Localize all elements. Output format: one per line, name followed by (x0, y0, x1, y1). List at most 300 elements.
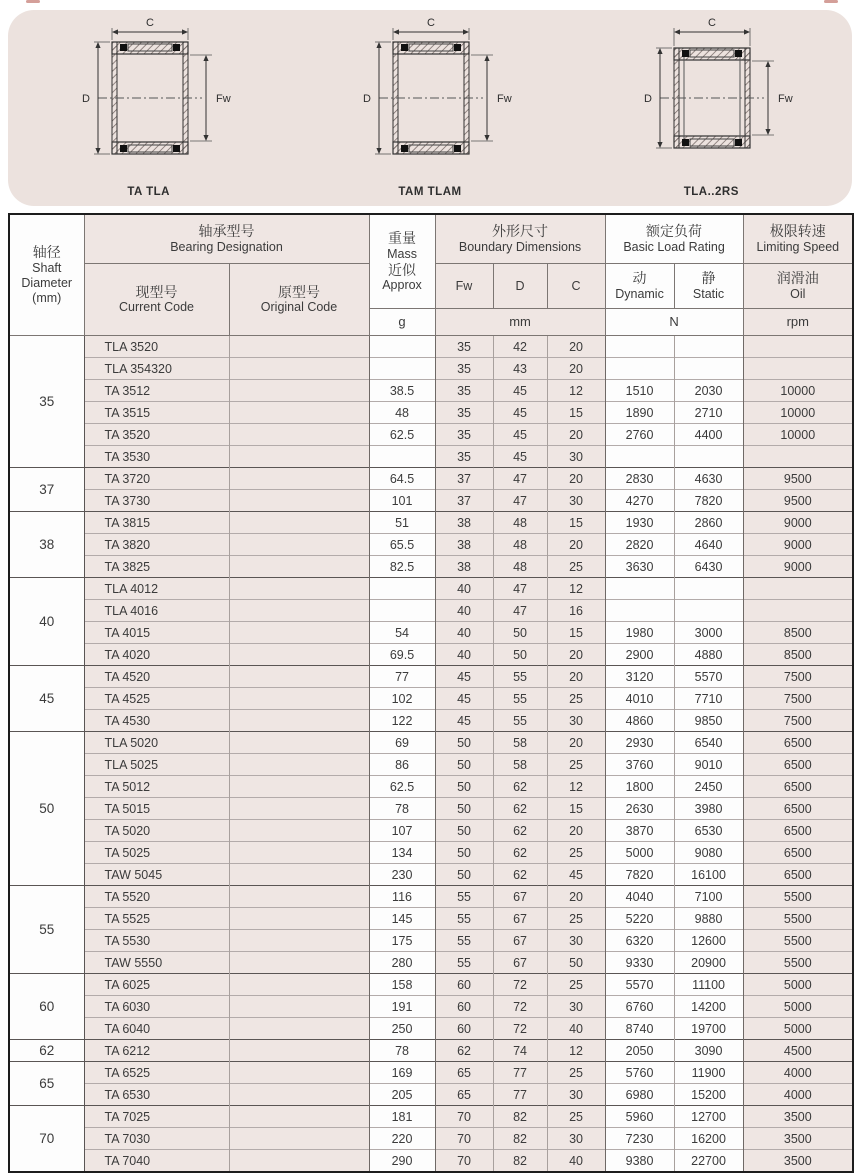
static-load-cell: 4880 (674, 644, 743, 666)
static-load-cell: 16100 (674, 864, 743, 886)
d-cell: 45 (493, 424, 547, 446)
shaft-diameter-cell: 60 (9, 974, 84, 1040)
fw-cell: 55 (435, 886, 493, 908)
dynamic-load-cell: 1800 (605, 776, 674, 798)
c-cell: 40 (547, 1018, 605, 1040)
header-basic-load-rating: 额定负荷 Basic Load Rating (605, 214, 743, 264)
static-load-cell: 2450 (674, 776, 743, 798)
dynamic-load-cell: 5220 (605, 908, 674, 930)
fw-cell: 60 (435, 1018, 493, 1040)
limiting-speed-cell: 4500 (743, 1040, 853, 1062)
c-cell: 30 (547, 930, 605, 952)
dynamic-load-cell: 2930 (605, 732, 674, 754)
fw-cell: 38 (435, 556, 493, 578)
dynamic-load-cell: 2630 (605, 798, 674, 820)
d-cell: 47 (493, 600, 547, 622)
d-cell: 58 (493, 754, 547, 776)
table-row (9, 358, 853, 380)
static-load-cell: 3090 (674, 1040, 743, 1062)
static-load-cell (674, 336, 743, 358)
static-load-cell: 7710 (674, 688, 743, 710)
limiting-speed-cell: 8500 (743, 622, 853, 644)
original-code-cell (229, 1084, 369, 1106)
static-load-cell: 12600 (674, 930, 743, 952)
mass-cell: 69 (369, 732, 435, 754)
dynamic-load-cell: 3760 (605, 754, 674, 776)
original-code-cell (229, 380, 369, 402)
fw-cell: 55 (435, 908, 493, 930)
c-cell: 45 (547, 864, 605, 886)
table-row (9, 1018, 853, 1040)
d-cell: 48 (493, 512, 547, 534)
mass-cell: 181 (369, 1106, 435, 1128)
fw-cell: 70 (435, 1128, 493, 1150)
d-cell: 47 (493, 468, 547, 490)
original-code-cell (229, 996, 369, 1018)
bearing-cross-section (335, 16, 525, 184)
current-code-cell: TA 6030 (84, 996, 229, 1018)
current-code-cell: TA 6040 (84, 1018, 229, 1040)
dynamic-load-cell: 2050 (605, 1040, 674, 1062)
table-row (9, 446, 853, 468)
current-code-cell: TA 4015 (84, 622, 229, 644)
d-cell: 48 (493, 556, 547, 578)
mass-cell (369, 578, 435, 600)
dynamic-load-cell: 5760 (605, 1062, 674, 1084)
fw-cell: 35 (435, 424, 493, 446)
bearing-spec-table (8, 213, 854, 1173)
limiting-speed-cell: 3500 (743, 1106, 853, 1128)
mass-cell: 280 (369, 952, 435, 974)
d-cell: 47 (493, 578, 547, 600)
table-row (9, 798, 853, 820)
original-code-cell (229, 402, 369, 424)
static-load-cell (674, 358, 743, 380)
current-code-cell: TA 6025 (84, 974, 229, 996)
original-code-cell (229, 776, 369, 798)
bearing-diagram-2 (335, 16, 525, 198)
dynamic-load-cell: 3870 (605, 820, 674, 842)
table-row (9, 666, 853, 688)
limiting-speed-cell: 3500 (743, 1150, 853, 1173)
static-load-cell: 19700 (674, 1018, 743, 1040)
current-code-cell: TA 5015 (84, 798, 229, 820)
original-code-cell (229, 952, 369, 974)
dynamic-load-cell (605, 578, 674, 600)
current-code-cell: TLA 5020 (84, 732, 229, 754)
original-code-cell (229, 842, 369, 864)
c-cell: 25 (547, 842, 605, 864)
mass-cell: 175 (369, 930, 435, 952)
shaft-diameter-cell: 50 (9, 732, 84, 886)
d-cell: 62 (493, 842, 547, 864)
dynamic-load-cell: 6760 (605, 996, 674, 1018)
mass-cell: 102 (369, 688, 435, 710)
fw-cell: 50 (435, 798, 493, 820)
svg-text:C: C (427, 17, 435, 29)
shaft-diameter-cell: 65 (9, 1062, 84, 1106)
fw-cell: 45 (435, 666, 493, 688)
svg-text:C: C (145, 17, 154, 29)
limiting-speed-cell: 3500 (743, 1128, 853, 1150)
d-cell: 48 (493, 534, 547, 556)
current-code-cell: TA 3512 (84, 380, 229, 402)
table-row (9, 1062, 853, 1084)
table-row (9, 380, 853, 402)
table-row (9, 490, 853, 512)
original-code-cell (229, 578, 369, 600)
current-code-cell: TAW 5550 (84, 952, 229, 974)
mass-cell (369, 600, 435, 622)
current-code-cell: TA 7030 (84, 1128, 229, 1150)
d-cell: 50 (493, 622, 547, 644)
dynamic-load-cell: 1980 (605, 622, 674, 644)
dynamic-load-cell: 1510 (605, 380, 674, 402)
current-code-cell: TA 4020 (84, 644, 229, 666)
fw-cell: 55 (435, 952, 493, 974)
mass-cell: 107 (369, 820, 435, 842)
original-code-cell (229, 622, 369, 644)
original-code-cell (229, 820, 369, 842)
fw-cell: 35 (435, 358, 493, 380)
mass-cell: 48 (369, 402, 435, 424)
current-code-cell: TLA 354320 (84, 358, 229, 380)
c-cell: 20 (547, 644, 605, 666)
static-load-cell: 3980 (674, 798, 743, 820)
unit-mm: mm (435, 309, 605, 336)
limiting-speed-cell: 4000 (743, 1062, 853, 1084)
mass-cell (369, 446, 435, 468)
original-code-cell (229, 468, 369, 490)
unit-newton: N (605, 309, 743, 336)
original-code-cell (229, 754, 369, 776)
limiting-speed-cell: 5500 (743, 930, 853, 952)
fw-cell: 35 (435, 402, 493, 424)
limiting-speed-cell: 10000 (743, 424, 853, 446)
mass-cell: 78 (369, 1040, 435, 1062)
limiting-speed-cell: 10000 (743, 380, 853, 402)
mass-cell: 65.5 (369, 534, 435, 556)
table-row (9, 754, 853, 776)
d-cell: 77 (493, 1084, 547, 1106)
c-cell: 25 (547, 688, 605, 710)
limiting-speed-cell: 6500 (743, 842, 853, 864)
current-code-cell: TA 5530 (84, 930, 229, 952)
limiting-speed-cell (743, 600, 853, 622)
limiting-speed-cell: 9000 (743, 512, 853, 534)
mass-cell: 77 (369, 666, 435, 688)
current-code-cell: TA 4530 (84, 710, 229, 732)
original-code-cell (229, 1018, 369, 1040)
table-row (9, 1084, 853, 1106)
original-code-cell (229, 710, 369, 732)
c-cell: 16 (547, 600, 605, 622)
static-load-cell: 2710 (674, 402, 743, 424)
original-code-cell (229, 1128, 369, 1150)
limiting-speed-cell: 9000 (743, 534, 853, 556)
shaft-diameter-cell: 38 (9, 512, 84, 578)
table-row (9, 996, 853, 1018)
current-code-cell: TLA 4016 (84, 600, 229, 622)
current-code-cell: TA 5012 (84, 776, 229, 798)
current-code-cell: TA 5525 (84, 908, 229, 930)
mass-cell: 86 (369, 754, 435, 776)
scan-artifact (26, 0, 40, 3)
table-row (9, 820, 853, 842)
current-code-cell: TA 5020 (84, 820, 229, 842)
svg-text:D: D (363, 93, 371, 105)
original-code-cell (229, 930, 369, 952)
d-cell: 62 (493, 864, 547, 886)
static-load-cell (674, 446, 743, 468)
original-code-cell (229, 1106, 369, 1128)
original-code-cell (229, 600, 369, 622)
mass-cell: 169 (369, 1062, 435, 1084)
bearing-diagram-1 (54, 16, 244, 198)
static-load-cell: 6430 (674, 556, 743, 578)
mass-cell: 134 (369, 842, 435, 864)
limiting-speed-cell: 6500 (743, 732, 853, 754)
d-cell: 55 (493, 666, 547, 688)
c-cell: 12 (547, 578, 605, 600)
fw-cell: 40 (435, 600, 493, 622)
table-row (9, 402, 853, 424)
mass-cell: 69.5 (369, 644, 435, 666)
header-shaft-diameter: 轴径 Shaft Diameter (mm) (9, 214, 84, 336)
static-load-cell: 11900 (674, 1062, 743, 1084)
static-load-cell: 15200 (674, 1084, 743, 1106)
mass-cell: 62.5 (369, 776, 435, 798)
dynamic-load-cell (605, 358, 674, 380)
original-code-cell (229, 688, 369, 710)
dynamic-load-cell: 5960 (605, 1106, 674, 1128)
mass-cell (369, 336, 435, 358)
dynamic-load-cell: 4270 (605, 490, 674, 512)
current-code-cell: TA 6530 (84, 1084, 229, 1106)
table-row (9, 688, 853, 710)
static-load-cell: 9880 (674, 908, 743, 930)
d-cell: 47 (493, 490, 547, 512)
static-load-cell: 6530 (674, 820, 743, 842)
fw-cell: 45 (435, 688, 493, 710)
original-code-cell (229, 446, 369, 468)
dynamic-load-cell (605, 600, 674, 622)
table-row (9, 710, 853, 732)
original-code-cell (229, 666, 369, 688)
static-load-cell: 7820 (674, 490, 743, 512)
original-code-cell (229, 336, 369, 358)
unit-grams: g (369, 309, 435, 336)
c-cell: 25 (547, 1062, 605, 1084)
table-row (9, 468, 853, 490)
current-code-cell: TAW 5045 (84, 864, 229, 886)
table-row (9, 644, 853, 666)
svg-text:D: D (644, 93, 653, 105)
current-code-cell: TA 7025 (84, 1106, 229, 1128)
fw-cell: 37 (435, 468, 493, 490)
fw-cell: 38 (435, 512, 493, 534)
shaft-diameter-cell: 40 (9, 578, 84, 666)
dynamic-load-cell: 6980 (605, 1084, 674, 1106)
current-code-cell: TA 4525 (84, 688, 229, 710)
header-mass: 重量 Mass 近似 Approx (369, 214, 435, 309)
limiting-speed-cell: 5000 (743, 1018, 853, 1040)
fw-cell: 40 (435, 622, 493, 644)
original-code-cell (229, 556, 369, 578)
mass-cell: 64.5 (369, 468, 435, 490)
static-load-cell: 9850 (674, 710, 743, 732)
header-current-code: 现型号 Current Code (84, 264, 229, 336)
c-cell: 25 (547, 974, 605, 996)
header-boundary-dimensions: 外形尺寸 Boundary Dimensions (435, 214, 605, 264)
fw-cell: 62 (435, 1040, 493, 1062)
mass-cell: 158 (369, 974, 435, 996)
original-code-cell (229, 886, 369, 908)
mass-cell: 38.5 (369, 380, 435, 402)
limiting-speed-cell: 6500 (743, 776, 853, 798)
fw-cell: 50 (435, 732, 493, 754)
header-original-code: 原型号 Original Code (229, 264, 369, 336)
svg-text:Fw: Fw (215, 93, 231, 105)
mass-cell: 62.5 (369, 424, 435, 446)
static-load-cell: 9010 (674, 754, 743, 776)
mass-cell: 230 (369, 864, 435, 886)
svg-text:C: C (708, 17, 717, 29)
static-load-cell: 7100 (674, 886, 743, 908)
shaft-diameter-cell: 55 (9, 886, 84, 974)
c-cell: 30 (547, 1128, 605, 1150)
original-code-cell (229, 1040, 369, 1062)
limiting-speed-cell: 5500 (743, 886, 853, 908)
static-load-cell: 5570 (674, 666, 743, 688)
c-cell: 25 (547, 908, 605, 930)
mass-cell: 250 (369, 1018, 435, 1040)
static-load-cell (674, 600, 743, 622)
limiting-speed-cell: 10000 (743, 402, 853, 424)
current-code-cell: TLA 4012 (84, 578, 229, 600)
table-row (9, 952, 853, 974)
d-cell: 72 (493, 1018, 547, 1040)
bearing-diagram-panel (8, 10, 852, 206)
dynamic-load-cell: 8740 (605, 1018, 674, 1040)
static-load-cell: 4640 (674, 534, 743, 556)
mass-cell: 51 (369, 512, 435, 534)
static-load-cell: 4630 (674, 468, 743, 490)
static-load-cell: 16200 (674, 1128, 743, 1150)
svg-text:Fw: Fw (778, 93, 793, 105)
original-code-cell (229, 732, 369, 754)
c-cell: 20 (547, 534, 605, 556)
d-cell: 67 (493, 930, 547, 952)
c-cell: 15 (547, 402, 605, 424)
mass-cell: 54 (369, 622, 435, 644)
shaft-diameter-cell: 37 (9, 468, 84, 512)
d-cell: 67 (493, 952, 547, 974)
dynamic-load-cell: 9380 (605, 1150, 674, 1173)
table-body (9, 336, 853, 1173)
static-load-cell: 22700 (674, 1150, 743, 1173)
dynamic-load-cell (605, 336, 674, 358)
c-cell: 25 (547, 754, 605, 776)
fw-cell: 50 (435, 820, 493, 842)
limiting-speed-cell: 6500 (743, 754, 853, 776)
original-code-cell (229, 1150, 369, 1173)
current-code-cell: TA 3520 (84, 424, 229, 446)
current-code-cell: TA 5025 (84, 842, 229, 864)
mass-cell: 101 (369, 490, 435, 512)
c-cell: 20 (547, 358, 605, 380)
dynamic-load-cell: 6320 (605, 930, 674, 952)
c-cell: 20 (547, 886, 605, 908)
diagram-caption: TLA..2RS (683, 186, 739, 198)
d-cell: 50 (493, 644, 547, 666)
shaft-diameter-cell: 45 (9, 666, 84, 732)
dynamic-load-cell: 4040 (605, 886, 674, 908)
limiting-speed-cell: 8500 (743, 644, 853, 666)
table-row (9, 842, 853, 864)
d-cell: 55 (493, 688, 547, 710)
header-static: 静 Static (674, 264, 743, 309)
limiting-speed-cell: 7500 (743, 688, 853, 710)
limiting-speed-cell: 4000 (743, 1084, 853, 1106)
fw-cell: 55 (435, 930, 493, 952)
fw-cell: 40 (435, 578, 493, 600)
limiting-speed-cell (743, 446, 853, 468)
fw-cell: 40 (435, 644, 493, 666)
mass-cell: 116 (369, 886, 435, 908)
fw-cell: 50 (435, 776, 493, 798)
fw-cell: 50 (435, 754, 493, 776)
header-limiting-speed: 极限转速 Limiting Speed (743, 214, 853, 264)
dynamic-load-cell: 2820 (605, 534, 674, 556)
c-cell: 15 (547, 512, 605, 534)
c-cell: 50 (547, 952, 605, 974)
table-row (9, 1150, 853, 1173)
limiting-speed-cell: 5500 (743, 908, 853, 930)
limiting-speed-cell: 5000 (743, 996, 853, 1018)
svg-text:Fw: Fw (496, 93, 512, 105)
mass-cell (369, 358, 435, 380)
table-row (9, 1040, 853, 1062)
static-load-cell: 11100 (674, 974, 743, 996)
c-cell: 15 (547, 798, 605, 820)
current-code-cell: TA 3820 (84, 534, 229, 556)
d-cell: 67 (493, 886, 547, 908)
d-cell: 45 (493, 380, 547, 402)
fw-cell: 35 (435, 446, 493, 468)
original-code-cell (229, 358, 369, 380)
scan-artifact (824, 0, 838, 3)
c-cell: 20 (547, 468, 605, 490)
limiting-speed-cell: 7500 (743, 710, 853, 732)
fw-cell: 35 (435, 380, 493, 402)
header-dynamic: 动 Dynamic (605, 264, 674, 309)
current-code-cell: TA 3515 (84, 402, 229, 424)
current-code-cell: TLA 3520 (84, 336, 229, 358)
original-code-cell (229, 1062, 369, 1084)
static-load-cell: 14200 (674, 996, 743, 1018)
limiting-speed-cell: 9500 (743, 468, 853, 490)
d-cell: 45 (493, 402, 547, 424)
shaft-diameter-cell: 35 (9, 336, 84, 468)
header-fw: Fw (435, 264, 493, 309)
header-oil: 润滑油 Oil (743, 264, 853, 309)
current-code-cell: TA 3730 (84, 490, 229, 512)
dynamic-load-cell: 5000 (605, 842, 674, 864)
bearing-cross-section (616, 16, 806, 184)
original-code-cell (229, 644, 369, 666)
c-cell: 15 (547, 622, 605, 644)
